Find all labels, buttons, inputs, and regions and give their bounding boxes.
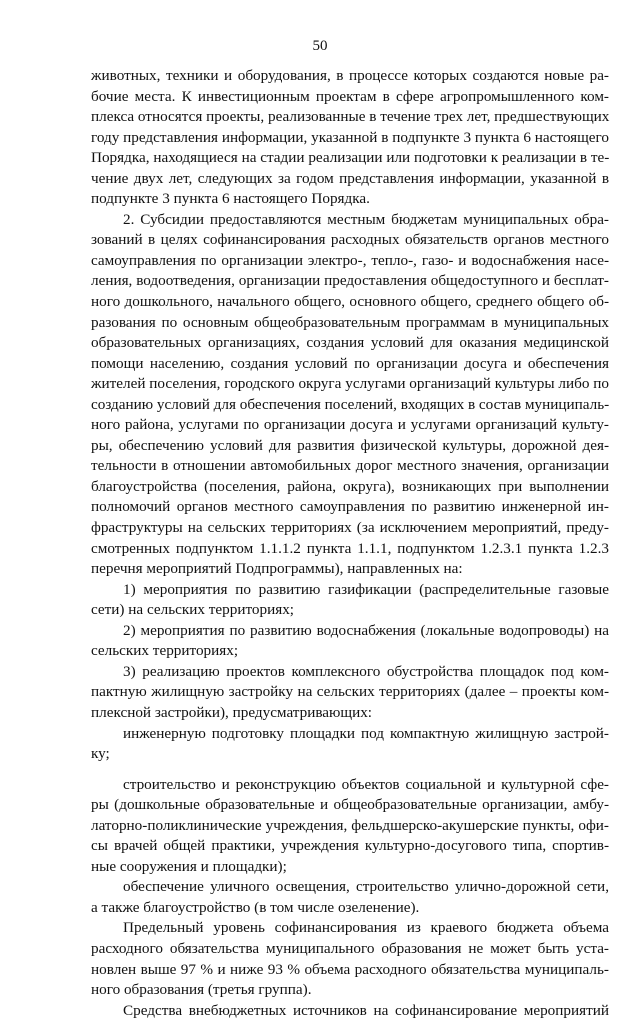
text-line: животных, техники и оборудования, в процессе которых создаются новые ра- [91,67,609,84]
text-line: строительство и реконструкцию объектов социальной и культурной сфе- [123,775,609,793]
text-line: Средства внебюджетных источников на софинансирование мероприятий [123,1001,609,1019]
text-line: перечня мероприятий Подпрограммы), направленных на: [91,560,463,578]
text-line: образовательных организациях, создания условий для оказания медицинской [91,334,609,352]
text-line: латорно-поликлинические учреждения, фельдшерско-акушерские пункты, офи- [91,816,609,834]
text-line: сы врачей общей практики, учреждения культурно-досугового типа, спортив- [91,837,609,855]
text-line: инженерную подготовку площадки под компактную жилищную застрой- [123,724,609,742]
text-line: ры, обеспечению условий для развития физической культуры, дорожной дея- [91,436,609,454]
text-line: разования по основным общеобразовательным программам в муниципальных [91,313,609,331]
text-line: сети) на сельских территориях; [91,601,295,619]
text-line: смотренных подпунктом 1.1.1.2 пункта 1.1.1, подпунктом 1.2.3.1 пункта 1.2.3 [91,539,609,557]
paragraph-gap [91,765,609,775]
text-line: Предельный уровень софинансирования из краевого бюджета объема [123,919,609,937]
text-line: жителей поселения, городского округа услугами организаций культуры либо по [91,375,609,393]
text-line: самоуправления по организации электро-, тепло-, газо- и водоснабжения насе- [91,251,609,269]
text-line: чение двух лет, следующих за годом представления информации, указанной в [91,169,609,187]
text-line: обеспечение уличного освещения, строительство улично-дорожной сети, [123,878,609,896]
text-line: 2) мероприятия по развитию водоснабжения (локальные водопроводы) на [123,621,609,639]
text-line: бочие места. К инвестиционным проектам в сфере агропромышленного ком- [91,87,609,105]
text-line: полномочий органов местного самоуправления по развитию инженерной ин- [91,498,609,516]
text-line: году представления информации, указанной в подпункте 3 пункта 6 настоящего [91,128,609,146]
text-line: ку; [91,745,110,763]
text-line: новлен выше 97 % и ниже 93 % объема расходного обязательства муниципаль- [91,960,609,978]
text-line: 2. Субсидии предоставляются местным бюджетам муниципальных обра- [123,210,609,228]
page-number: 50 [312,38,328,54]
text-line: созданию условий для обеспечения поселений, входящих в состав муниципаль- [91,395,610,413]
text-line: благоустройства (поселения, района, округа), возникающих при выполнении [91,477,609,495]
text-line: помощи населению, создания условий по организации досуга и обеспечения [91,354,609,372]
text-line: тельности в отношении автомобильных дорог местного значения, организации [91,457,609,475]
document-body [91,66,609,1021]
text-line: сельских территориях; [91,642,239,660]
text-line: зований в целях софинансирования расходных обязательств органов местного [91,231,609,249]
text-line: 1) мероприятия по развитию газификации (распределительные газовые [123,580,609,598]
text-line: ного дошкольного, начального общего, основного общего, среднего общего об- [91,293,609,311]
text-line: подпункте 3 пункта 6 настоящего Порядка. [91,190,370,208]
text-line: ры (дошкольные образовательные и общеобразовательные организации, амбу- [91,796,609,814]
text-line: плекса относятся проекты, реализованные в течение трех лет, предшествующих [91,108,610,126]
text-line: а также благоустройство (в том числе озеленение). [91,898,420,916]
text-line: расходного обязательства муниципального образования не может быть уста- [91,939,609,957]
text-line: ного района, услугами по организации досуга и услугами организаций культу- [91,416,609,434]
text-line: ного образования (третья группа). [91,981,312,999]
text-line: ные сооружения и площадки); [91,857,287,875]
text-line: пактную жилищную застройку на сельских территориях (далее – проекты ком- [91,683,609,701]
text-line: ления, водоотведения, организации предоставления общедоступного и бесплат- [91,272,609,290]
text-line: фраструктуры на сельских территориях (за исключением мероприятий, преду- [91,519,609,537]
text-line: Порядка, находящиеся на стадии реализации или подготовки к реализации в те- [91,149,610,167]
text-line: 3) реализацию проектов комплексного обустройства площадок под ком- [123,662,609,680]
text-line: плексной застройки), предусматривающих: [91,703,373,721]
